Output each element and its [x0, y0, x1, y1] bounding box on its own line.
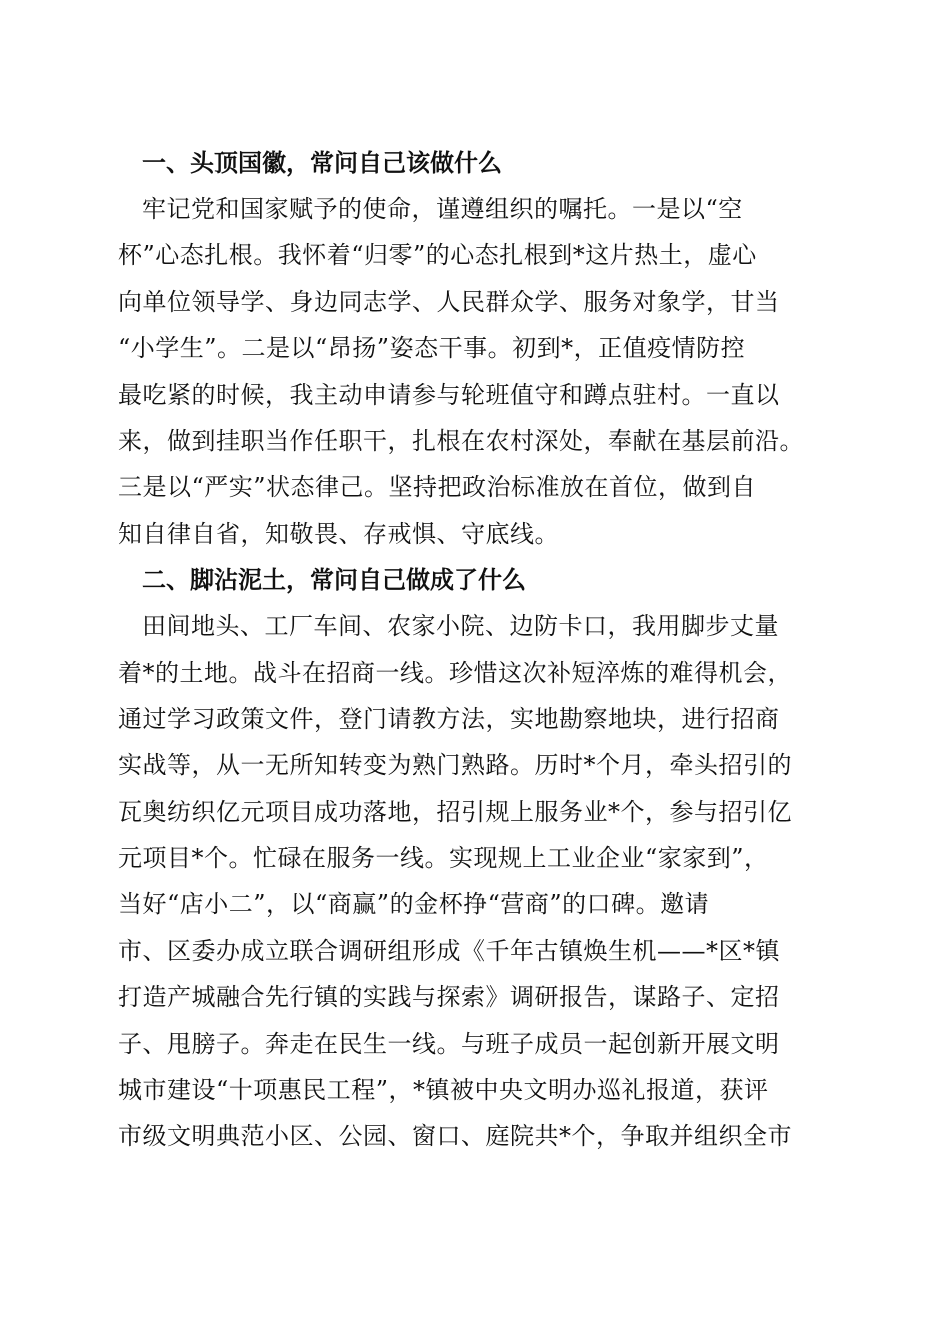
section-2-heading: 二、脚沾泥土，常问自己做成了什么	[142, 566, 526, 595]
paragraph-line: 瓦奥纺织亿元项目成功落地，招引规上服务业*个，参与招引亿	[118, 797, 792, 826]
paragraph-line: 三是以“严实”状态律己。坚持把政治标准放在首位，做到自	[118, 473, 757, 502]
paragraph-line: 通过学习政策文件，登门请教方法，实地勘察地块，进行招商	[118, 704, 780, 733]
paragraph-line: 当好“店小二”，以“商赢”的金杯挣“营商”的口碑。邀请	[118, 890, 710, 919]
paragraph-line: 市级文明典范小区、公园、窗口、庭院共*个，争取并组织全市	[118, 1122, 792, 1151]
paragraph-line: 最吃紧的时候，我主动申请参与轮班值守和蹲点驻村。一直以	[118, 380, 780, 409]
paragraph-line: “小学生”。二是以“昂扬”姿态干事。初到*，正值疫情防控	[118, 334, 746, 363]
paragraph-line: 实战等，从一无所知转变为熟门熟路。历时*个月，牵头招引的	[118, 751, 792, 780]
paragraph-line: 市、区委办成立联合调研组形成《千年古镇焕生机——*区*镇	[118, 936, 780, 965]
paragraph-line: 知自律自省，知敬畏、存戒惧、守底线。	[118, 519, 559, 548]
paragraph-line: 来，做到挂职当作任职干，扎根在农村深处，奉献在基层前沿。	[118, 426, 804, 455]
section-2-paragraph	[118, 603, 830, 1160]
paragraph-line: 杯”心态扎根。我怀着“归零”的心态扎根到*这片热土，虚心	[118, 241, 757, 270]
paragraph-line: 打造产城融合先行镇的实践与探索》调研报告，谋路子、定招	[118, 983, 780, 1012]
paragraph-line: 牢记党和国家赋予的使命，谨遵组织的嘱托。一是以“空	[142, 195, 743, 223]
paragraph-line: 子、甩膀子。奔走在民生一线。与班子成员一起创新开展文明	[118, 1029, 780, 1058]
paragraph-line: 着*的土地。战斗在招商一线。珍惜这次补短淬炼的难得机会，	[118, 658, 792, 687]
section-1-paragraph	[118, 186, 830, 557]
paragraph-line: 元项目*个。忙碌在服务一线。实现规上工业企业“家家到”，	[118, 844, 769, 873]
document-body	[118, 140, 830, 1160]
paragraph-line: 城市建设“十项惠民工程”，*镇被中央文明办巡礼报道，获评	[118, 1076, 769, 1105]
paragraph-line: 田间地头、工厂车间、农家小院、边防卡口，我用脚步丈量	[142, 612, 779, 641]
paragraph-line: 向单位领导学、身边同志学、人民群众学、服务对象学，甘当	[118, 287, 780, 316]
section-1-heading: 一、头顶国徽，常问自己该做什么	[142, 149, 502, 177]
